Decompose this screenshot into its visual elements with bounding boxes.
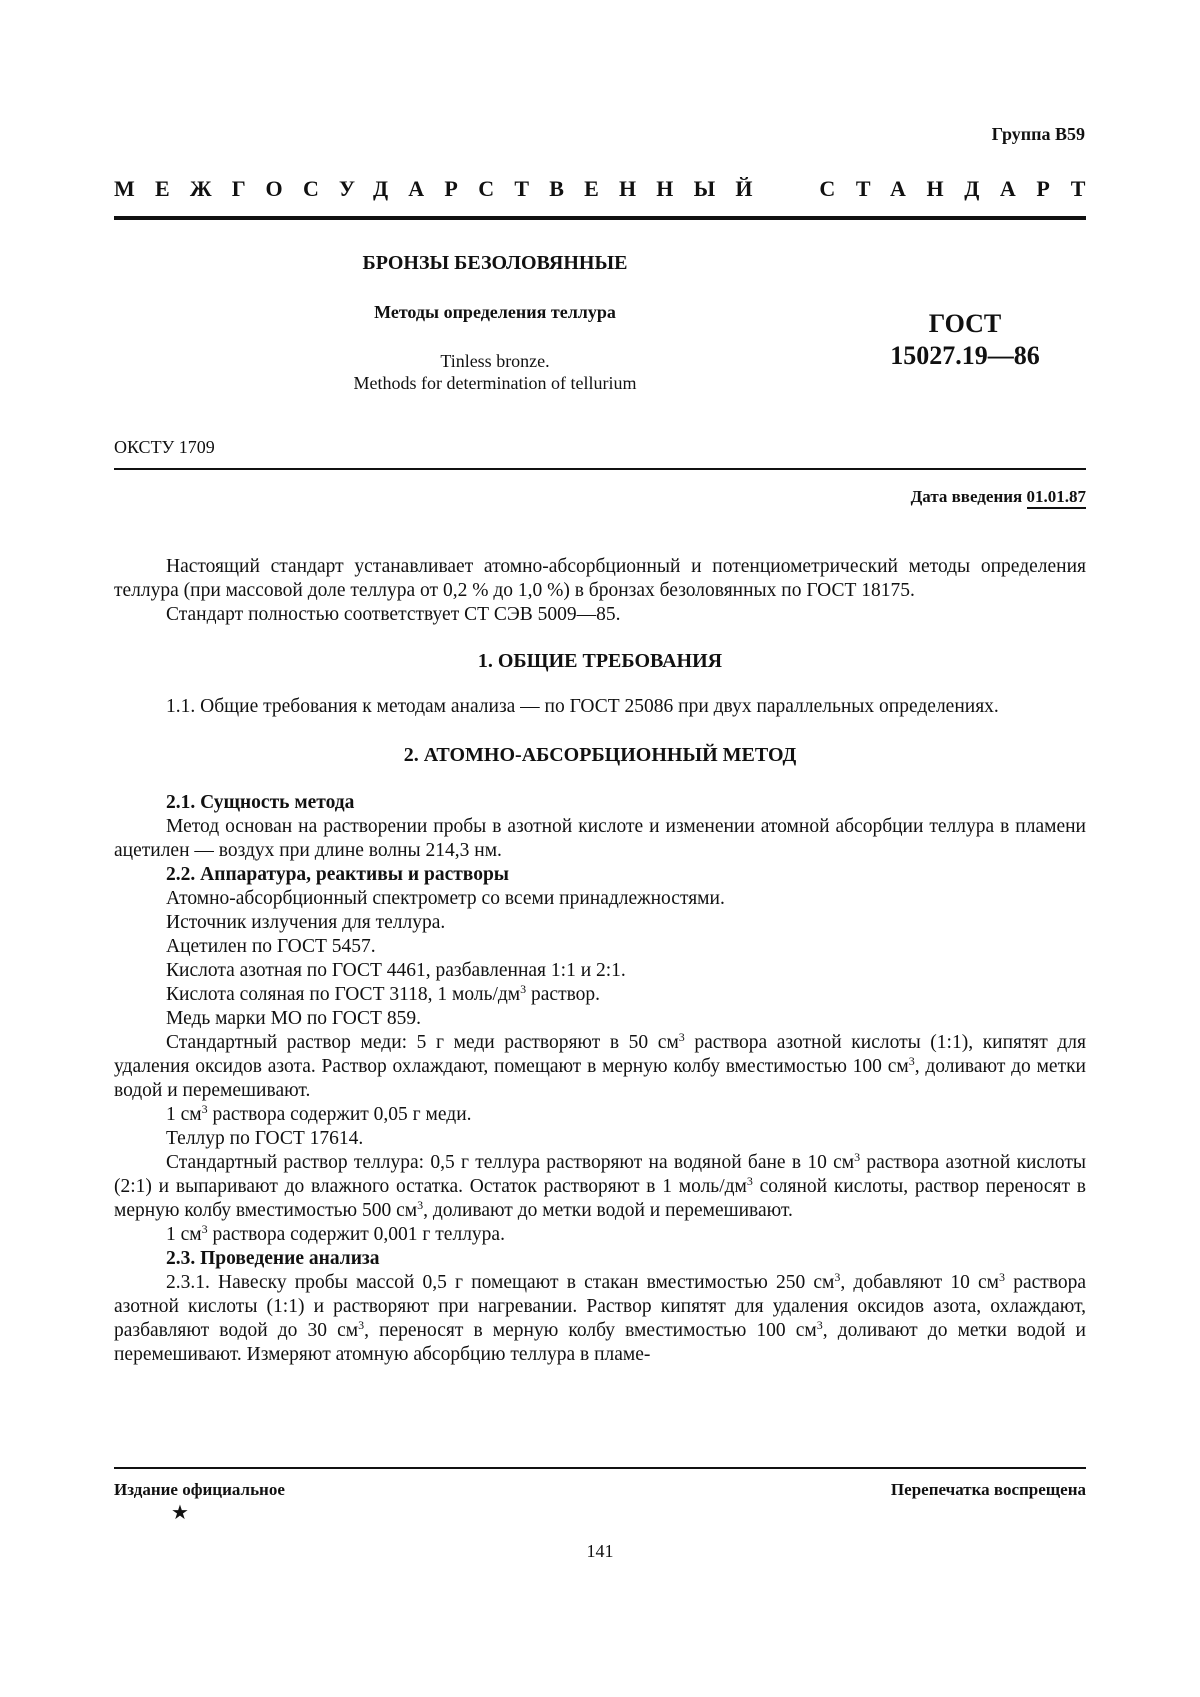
english-title	[265, 350, 725, 394]
effective-date-label: Дата введения	[910, 487, 1023, 506]
reagent-radiation-source: Источник излучения для теллура.	[166, 912, 446, 933]
gost-label: ГОСТ	[928, 309, 1002, 338]
document-subtitle: Методы определения теллура	[374, 302, 616, 322]
clause-2-3-1: 2.3.1. Навеску пробы массой 0,5 г помещают в стакан вместимостью 250 $см^3$, добавляют 10 $см^3$ раствора азотной кислоты (1:1) и растворяют при нагревании. Раствор кипятят для удаления оксидов азота, охлаждают, разбавляют водой до 30 $см^3$, переносят в мерную колбу вместимостью 100 $см^3$, доливают до метки водой и перемешивают. Измеряют атомную абсорбцию теллура в пламе-	[114, 1270, 1087, 1365]
clause-2-2-heading: 2.2. Аппаратура, реактивы и растворы	[166, 864, 510, 885]
gost-designation	[860, 308, 1070, 372]
official-edition-label: Издание официальное	[114, 1480, 285, 1499]
copper-solution-concentration: 1 $см^3$ раствора содержит 0,05 г меди.	[166, 1102, 472, 1125]
copper-standard-solution: Стандартный раствор меди: 5 г меди растворяют в 50 $см^3$ раствора азотной кислоты (1:1), кипятят для удаления оксидов азота. Раствор охлаждают, помещают в мерную колбу вместимостью 100 $см^3$, доливают до метки водой и перемешивают.	[114, 1030, 1086, 1101]
intro-paragraph: Настоящий стандарт устанавливает атомно-абсорбционный и потенциометрический методы определения теллура (при массовой доле теллура от 0,2 % до 1,0 %) в бронзах безоловянных по ГОСТ 18175.	[114, 556, 1086, 601]
footer-rule	[114, 1467, 1086, 1469]
section-heading-atomic-absorption: 2. АТОМНО-АБСОРБЦИОННЫЙ МЕТОД	[403, 744, 797, 766]
section-heading-general: 1. ОБЩИЕ ТРЕБОВАНИЯ	[477, 650, 723, 672]
star-icon: ★	[171, 1502, 189, 1524]
heading-standard: СТАНДАРТ	[819, 176, 1106, 201]
english-title-line1: Tinless bronze.	[440, 351, 550, 371]
clause-2-3-heading: 2.3. Проведение анализа	[166, 1248, 380, 1269]
group-code: Группа В59	[991, 124, 1085, 144]
effective-date	[911, 487, 1086, 507]
reagent-acetylene: Ацетилен по ГОСТ 5457.	[166, 936, 376, 957]
okstu-code: ОКСТУ 1709	[114, 437, 215, 457]
reagent-hydrochloric-acid: Кислота соляная по ГОСТ 3118, 1 моль/$дм^3$ раствор.	[166, 982, 601, 1005]
standard-type-heading	[114, 176, 1106, 202]
reagent-copper: Медь марки МО по ГОСТ 859.	[166, 1008, 421, 1029]
document-body	[114, 555, 1086, 1367]
heading-interstate: МЕЖГОСУДАРСТВЕННЫЙ	[114, 176, 773, 201]
reagent-nitric-acid: Кислота азотная по ГОСТ 4461, разбавленная 1:1 и 2:1.	[166, 960, 626, 981]
effective-date-value: 01.01.87	[1027, 487, 1087, 509]
okstu-rule	[114, 468, 1086, 470]
document-title: БРОНЗЫ БЕЗОЛОВЯННЫЕ	[362, 252, 628, 274]
header-rule	[114, 216, 1086, 220]
reprint-prohibited-label: Перепечатка воспрещена	[890, 1480, 1086, 1499]
reagent-spectrometer: Атомно-абсорбционный спектрометр со всеми принадлежностями.	[166, 888, 725, 909]
intro-compliance: Стандарт полностью соответствует СТ СЭВ 5009—85.	[166, 604, 621, 625]
clause-2-1-text: Метод основан на растворении пробы в азотной кислоте и изменении атомной абсорбции теллура в пламени ацетилен — воздух при длине волны 214,3 нм.	[114, 816, 1086, 861]
clause-2-1-heading: 2.1. Сущность метода	[166, 792, 355, 813]
tellurium-solution-concentration: 1 $см^3$ раствора содержит 0,001 г теллура.	[166, 1222, 505, 1245]
tellurium-standard-solution: Стандартный раствор теллура: 0,5 г теллура растворяют на водяной бане в 10 $см^3$ раствора азотной кислоты (2:1) и выпаривают до влажного остатка. Остаток растворяют в 1 моль/$дм^3$ соляной кислоты, раствор переносят в мерную колбу вместимостью 500 $см^3$, доливают до метки водой и перемешивают.	[114, 1150, 1086, 1221]
reagent-tellurium: Теллур по ГОСТ 17614.	[166, 1128, 364, 1149]
clause-1-1: 1.1. Общие требования к методам анализа — по ГОСТ 25086 при двух параллельных определениях.	[166, 696, 999, 717]
english-title-line2: Methods for determination of tellurium	[353, 373, 637, 393]
page-number: 141	[586, 1541, 614, 1561]
gost-number: 15027.19—86	[890, 341, 1040, 370]
